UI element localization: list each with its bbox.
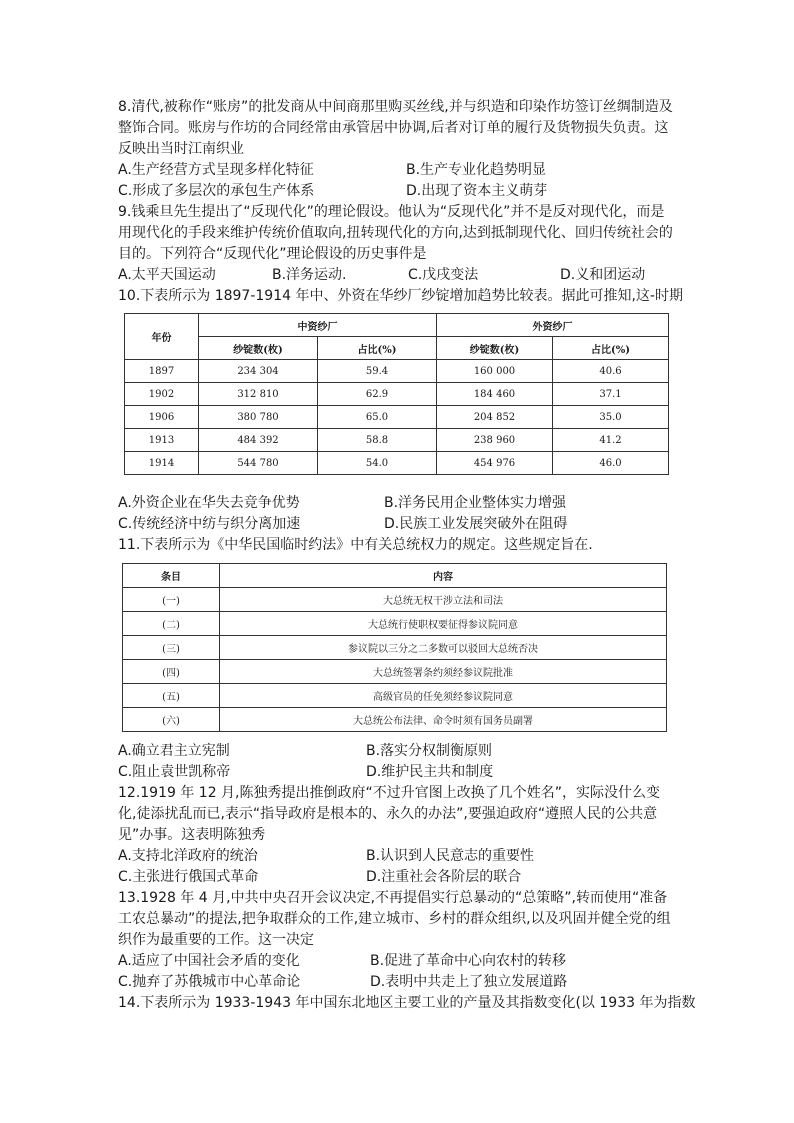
q9-option-d: D.义和团运动 [560, 267, 646, 283]
cell-year: 1906 [125, 406, 199, 429]
q13-option-c: C.抛弃了苏俄城市中心革命论 [118, 974, 301, 990]
question-11-stem: 11.下表所示为《中华民国临时约法》中有关总统权力的规定。这些规定旨在. [118, 537, 593, 553]
cell-item: (四) [123, 660, 220, 684]
q8-option-d: D.出现了资本主义萌芽 [406, 183, 548, 199]
cell-foreign-share: 40.6 [553, 360, 669, 383]
header-item: 条目 [123, 564, 220, 588]
table-row [123, 588, 667, 612]
q11-option-d: D.维护民主共和制度 [366, 764, 494, 780]
question-8-options-row-2 [118, 181, 678, 202]
q8-option-c: C.形成了多层次的承包生产体系 [118, 183, 315, 199]
q11-option-a: A.确立君主立宪制 [118, 743, 230, 759]
table-row [123, 684, 667, 708]
table-row [125, 452, 669, 475]
q9-option-b: B.洋务运动. [272, 267, 347, 283]
table-row [123, 612, 667, 636]
cell-chinese-share: 54.0 [318, 452, 437, 475]
table-row [125, 406, 669, 429]
cell-foreign-spindles: 160 000 [437, 360, 553, 383]
cell-item: (一) [123, 588, 220, 612]
cell-chinese-spindles: 312 810 [199, 383, 318, 406]
cell-year: 1913 [125, 429, 199, 452]
question-10-options-row-2 [118, 514, 678, 535]
spindle-comparison-table [124, 313, 669, 475]
cell-content: 大总统无权干涉立法和司法 [220, 588, 667, 612]
q11-option-b: B.落实分权制衡原则 [366, 743, 493, 759]
cell-chinese-share: 65.0 [318, 406, 437, 429]
cell-year: 1897 [125, 360, 199, 383]
q12-option-a: A.支持北洋政府的统治 [118, 848, 258, 864]
cell-chinese-share: 62.9 [318, 383, 437, 406]
question-12-options-row-1 [118, 846, 678, 867]
header-foreign-spindles: 纱锭数(枚) [437, 337, 553, 360]
cell-content: 大总统公布法律、命令时须有国务员副署 [220, 708, 667, 732]
table-row [123, 636, 667, 660]
table-row [123, 708, 667, 732]
question-9-options-row [118, 265, 678, 286]
cell-chinese-spindles: 544 780 [199, 452, 318, 475]
q8-option-b: B.生产专业化趋势明显 [406, 162, 547, 178]
cell-foreign-spindles: 184 460 [437, 383, 553, 406]
header-foreign-mills: 外资纱厂 [437, 314, 669, 337]
question-9-stem: 9.钱乘旦先生提出了“反现代化”的理论假设。他认为“反现代化”并不是反对现代化，而是用现代化的手段来维护传统价值取向,扭转现代化的方向,达到抵制现代化、回归传统社会的目的。下列符合“反现代化”理论假设的历史事件是 [118, 204, 673, 262]
q10-option-c: C.传统经济中纺与织分离加速 [118, 516, 301, 532]
q8-option-a: A.生产经营方式呈现多样化特征 [118, 162, 314, 178]
cell-foreign-spindles: 238 960 [437, 429, 553, 452]
provisional-constitution-table [122, 563, 667, 732]
q13-option-d: D.表明中共走上了独立发展道路 [370, 974, 568, 990]
cell-content: 大总统行使职权要征得参议院同意 [220, 612, 667, 636]
question-11-options-row-2 [118, 762, 678, 783]
cell-year: 1902 [125, 383, 199, 406]
cell-content: 参议院以三分之二多数可以驳回大总统否决 [220, 636, 667, 660]
header-chinese-share: 占比(%) [318, 337, 437, 360]
cell-item: (三) [123, 636, 220, 660]
cell-chinese-share: 59.4 [318, 360, 437, 383]
cell-item: (五) [123, 684, 220, 708]
cell-content: 大总统签署条约须经参议院批准 [220, 660, 667, 684]
cell-chinese-spindles: 234 304 [199, 360, 318, 383]
q10-option-b: B.洋务民用企业整体实力增强 [384, 495, 567, 511]
q11-option-c: C.阻止袁世凯称帝 [118, 764, 231, 780]
table-row [125, 383, 669, 406]
question-10-options-row-1 [118, 493, 678, 514]
question-13-options-row-1 [118, 951, 678, 972]
question-13-stem: 13.1928 年 4 月,中共中央召开会议决定,不再提倡实行总暴动的“总策略”,转而使用“准备工农总暴动”的提法,把争取群众的工作,建立城市、乡村的群众组织,以及巩固并健全党的组织作为最重要的工作。这一决定 [118, 890, 671, 948]
table-row [125, 360, 669, 383]
q12-option-c: C.主张进行俄国式革命 [118, 869, 259, 885]
cell-foreign-spindles: 204 852 [437, 406, 553, 429]
header-chinese-spindles: 纱锭数(枚) [199, 337, 318, 360]
q12-option-d: D.注重社会各阶层的联合 [366, 869, 522, 885]
header-year: 年份 [125, 314, 199, 360]
q13-option-a: A.适应了中国社会矛盾的变化 [118, 953, 300, 969]
q13-option-b: B.促进了革命中心向农村的转移 [370, 953, 567, 969]
cell-chinese-spindles: 380 780 [199, 406, 318, 429]
cell-foreign-share: 35.0 [553, 406, 669, 429]
header-chinese-mills: 中资纱厂 [199, 314, 437, 337]
cell-foreign-share: 37.1 [553, 383, 669, 406]
question-11-options-row-1 [118, 741, 678, 762]
header-content: 内容 [220, 564, 667, 588]
question-14-stem: 14.下表所示为 1933-1943 年中国东北地区主要工业的产量及其指数变化(以 1933 年为指数 [118, 995, 696, 1011]
q10-option-a: A.外资企业在华失去竞争优势 [118, 495, 300, 511]
cell-content: 高级官员的任免须经参议院同意 [220, 684, 667, 708]
table-row [123, 660, 667, 684]
cell-chinese-share: 58.8 [318, 429, 437, 452]
cell-chinese-spindles: 484 392 [199, 429, 318, 452]
question-12-stem: 12.1919 年 12 月,陈独秀提出推倒政府“不过升官图上改换了几个姓名”，实际没什么变化,徒添扰乱而已,表示“指导政府是根本的、永久的办法”,要强迫政府“遵照人民的公共意见”办事。这表明陈独秀 [118, 785, 661, 843]
cell-item: (六) [123, 708, 220, 732]
q9-option-a: A.太平天国运动 [118, 267, 216, 283]
cell-foreign-share: 41.2 [553, 429, 669, 452]
cell-foreign-spindles: 454 976 [437, 452, 553, 475]
question-8-options-row-1 [118, 160, 678, 181]
cell-foreign-share: 46.0 [553, 452, 669, 475]
q10-option-d: D.民族工业发展突破外在阻碍 [384, 516, 568, 532]
question-13-options-row-2 [118, 972, 678, 993]
table-row [125, 429, 669, 452]
header-foreign-share: 占比(%) [553, 337, 669, 360]
question-12-options-row-2 [118, 867, 678, 888]
cell-item: (二) [123, 612, 220, 636]
cell-year: 1914 [125, 452, 199, 475]
q12-option-b: B.认识到人民意志的重要性 [366, 848, 535, 864]
q9-option-c: C.戊戌变法 [408, 267, 479, 283]
question-8-stem: 8.清代,被称作“账房”的批发商从中间商那里购买丝线,并与织造和印染作坊签订丝绸制造及整饰合同。账房与作坊的合同经常由承管居中协调,后者对订单的履行及货物损失负责。这反映出当时江南织业 [118, 99, 673, 157]
question-10-stem: 10.下表所示为 1897-1914 年中、外资在华纱厂纱锭增加趋势比较表。据此可推知,这-时期 [118, 288, 683, 304]
